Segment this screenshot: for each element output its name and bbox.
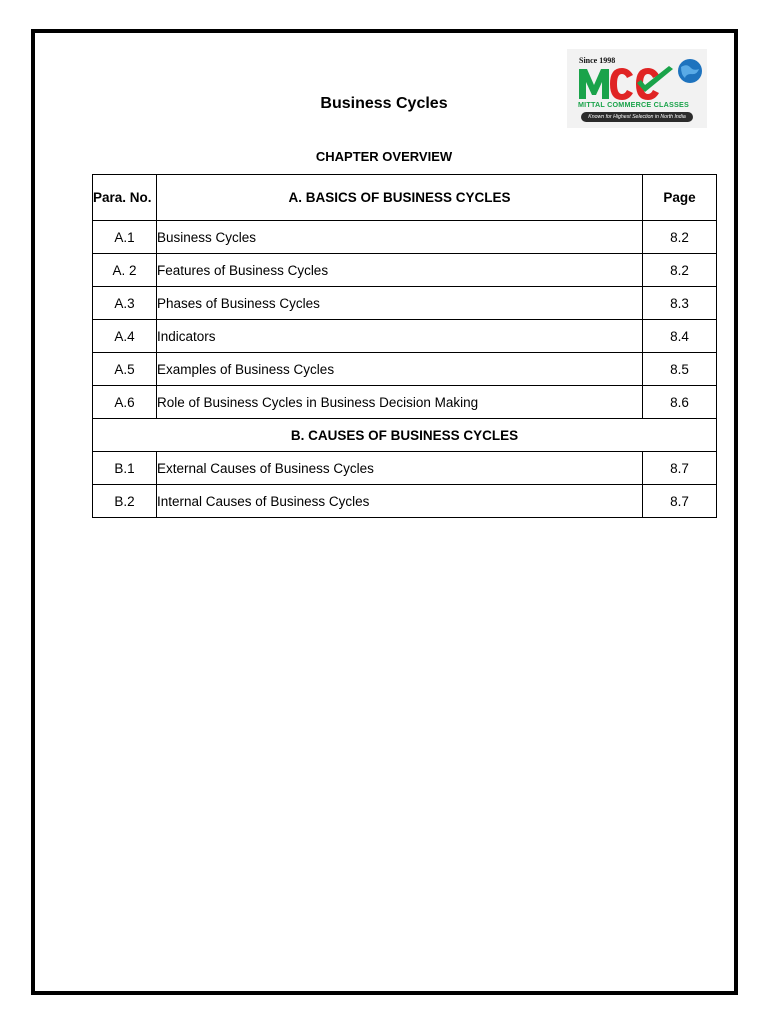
page-number: 8.3: [643, 287, 717, 320]
table-row: [93, 386, 717, 419]
topic-title: Business Cycles: [157, 221, 643, 254]
para-number: A.6: [93, 386, 157, 419]
table-row: [93, 287, 717, 320]
table-row: [93, 320, 717, 353]
table-row: [93, 254, 717, 287]
logo-name-text: MITTAL COMMERCE CLASSES: [578, 100, 689, 109]
topic-title: Phases of Business Cycles: [157, 287, 643, 320]
para-number: B.1: [93, 452, 157, 485]
topic-title: Examples of Business Cycles: [157, 353, 643, 386]
section-b-header-row: [93, 419, 717, 452]
topic-title: Internal Causes of Business Cycles: [157, 485, 643, 518]
chapter-overview-heading: CHAPTER OVERVIEW: [315, 149, 453, 164]
page-number: 8.5: [643, 353, 717, 386]
page-number: 8.6: [643, 386, 717, 419]
table-row: [93, 485, 717, 518]
para-number: B.2: [93, 485, 157, 518]
chapter-overview-table: [92, 174, 717, 518]
table-row: [93, 452, 717, 485]
header-section-a: A. BASICS OF BUSINESS CYCLES: [157, 175, 643, 221]
logo-since-text: Since 1998: [579, 56, 616, 65]
table-row: [93, 221, 717, 254]
document-title: Business Cycles: [320, 95, 448, 112]
page-number: 8.2: [643, 254, 717, 287]
topic-title: External Causes of Business Cycles: [157, 452, 643, 485]
topic-title: Features of Business Cycles: [157, 254, 643, 287]
page-number: 8.4: [643, 320, 717, 353]
page-number: 8.7: [643, 452, 717, 485]
page-number: 8.7: [643, 485, 717, 518]
para-number: A.1: [93, 221, 157, 254]
mcc-logo: [567, 49, 707, 128]
table-row: [93, 353, 717, 386]
table-header-row: [93, 175, 717, 221]
header-page: Page: [643, 175, 717, 221]
topic-title: Indicators: [157, 320, 643, 353]
topic-title: Role of Business Cycles in Business Decision Making: [157, 386, 643, 419]
para-number: A.4: [93, 320, 157, 353]
section-b-title: B. CAUSES OF BUSINESS CYCLES: [93, 419, 717, 452]
para-number: A.5: [93, 353, 157, 386]
para-number: A. 2: [93, 254, 157, 287]
logo-tagline: Known for Highest Selection in North India: [581, 112, 693, 122]
para-number: A.3: [93, 287, 157, 320]
header-para-no: Para. No.: [93, 175, 157, 221]
page-number: 8.2: [643, 221, 717, 254]
